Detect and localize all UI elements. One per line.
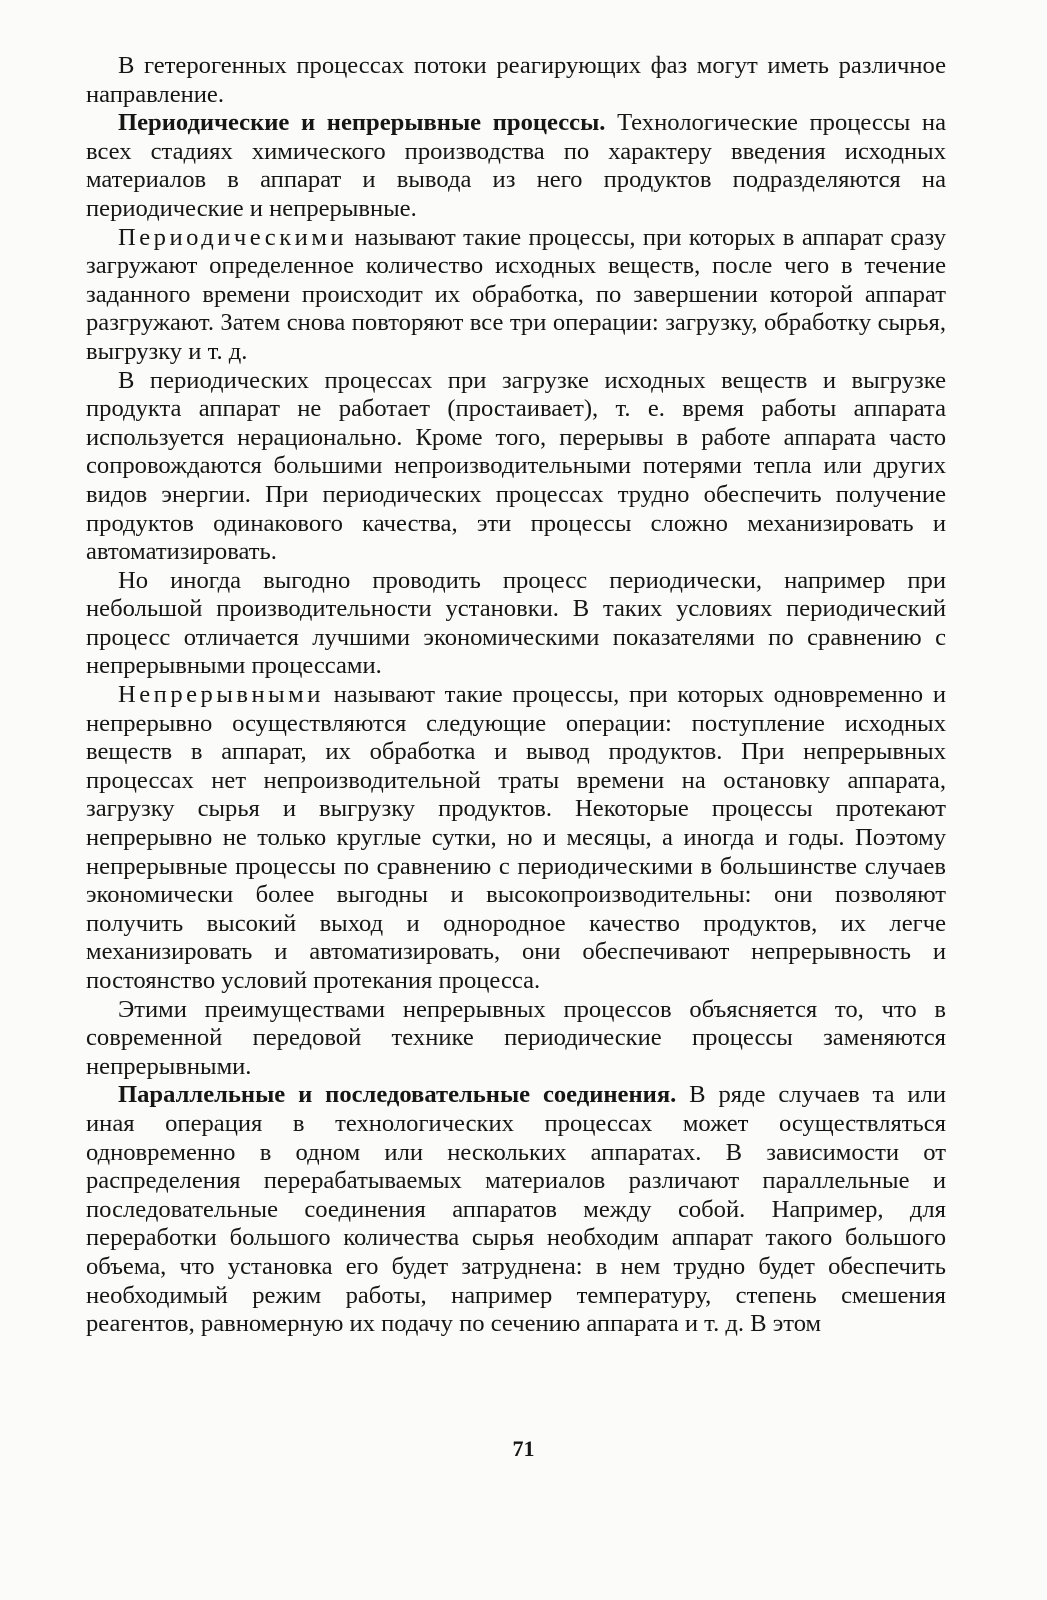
section-heading-periodic-continuous: Периодические и непрерывные процессы. (118, 109, 606, 137)
paragraph-text: В ряде случаев та или иная операция в технологических процессах может осуществляться одновременно в одном или нескольких аппаратах. В зависимости от распределения перерабатываемых материалов различают параллельные и последовательные соединения аппаратов между собой. Например, для переработки большого количества сырья необходим аппарат такого большого объема, что установка его будет затруднена: в нем трудно будет обеспечить необходимый режим работы, например температуру, степень смешения реагентов, равномерную их подачу по сечению аппарата и т. д. В этом (86, 1081, 947, 1338)
term-continuous: Непрерывными (118, 681, 324, 709)
paragraph-text: Этими преимуществами непрерывных процессов объясняется то, что в современной передовой технике периодические процессы заменяются непрерывными. (86, 995, 946, 1080)
body-text (86, 52, 946, 1339)
paragraph-periodic-drawbacks (86, 367, 946, 567)
paragraph-text: называют такие процессы, при которых в аппарат сразу загружают определенное количество исходных веществ, после чего в течение заданного времени происходит их обработка, по завершении которой аппарат разгружают. Затем снова повторяют все три операции: загрузку, обработку сырья, выгрузку и т. д. (86, 223, 946, 365)
term-periodic: Периодическими (118, 223, 348, 251)
paragraph-periodic-advantage (86, 567, 946, 681)
paragraph-periodic-continuous-intro (86, 109, 946, 223)
paragraph-text: В периодических процессах при загрузке исходных веществ и выгрузке продукта аппарат не работает (простаивает), т. е. время работы аппарата используется нерационально. Кроме того, перерывы в работе аппарата часто сопровождаются большими непроизводительными потерями тепла или других видов энергии. При периодических процессах трудно обеспечить получение продуктов одинакового качества, эти процессы сложно механизировать и автоматизировать. (86, 366, 946, 566)
paragraph-text: Но иногда выгодно проводить процесс периодически, например при небольшой производительности установки. В таких условиях периодический процесс отличается лучшими экономическими показателями по сравнению с непрерывными процессами. (86, 566, 946, 680)
paragraph-periodic-definition (86, 224, 946, 367)
page-number: 71 (512, 1436, 535, 1461)
paragraph-continuous-conclusion (86, 996, 946, 1082)
paragraph-text: Технологические процессы на всех стадиях химического производства по характеру введения исходных материалов в аппарат и вывода из него продуктов подразделяются на периодические и непрерывные. (86, 109, 947, 222)
paragraph-heterogeneous-flows (86, 52, 946, 109)
paragraph-text: называют такие процессы, при которых одновременно и непрерывно осуществляются следующие операции: поступление исходных веществ в аппарат, их обработка и вывод продуктов. При непрерывных процессах нет непроизводительной траты времени на остановку аппарата, загрузку сырья и выгрузку продуктов. Некоторые процессы протекают непрерывно не только круглые сутки, но и месяцы, а иногда и годы. Поэтому непрерывные процессы по сравнению с периодическими в большинстве случаев экономически более выгодны и высокопроизводительны: они позволяют получить высокий выход и однородное качество продуктов, их легче механизировать и автоматизировать, они обеспечивают непрерывность и постоянство условий протекания процесса. (86, 681, 946, 994)
paragraph-parallel-serial (86, 1081, 946, 1338)
paragraph-continuous-definition (86, 681, 946, 996)
section-heading-parallel-serial: Параллельные и последовательные соединения. (118, 1081, 677, 1109)
paragraph-text: В гетерогенных процессах потоки реагирующих фаз могут иметь различное направление. (86, 52, 946, 108)
